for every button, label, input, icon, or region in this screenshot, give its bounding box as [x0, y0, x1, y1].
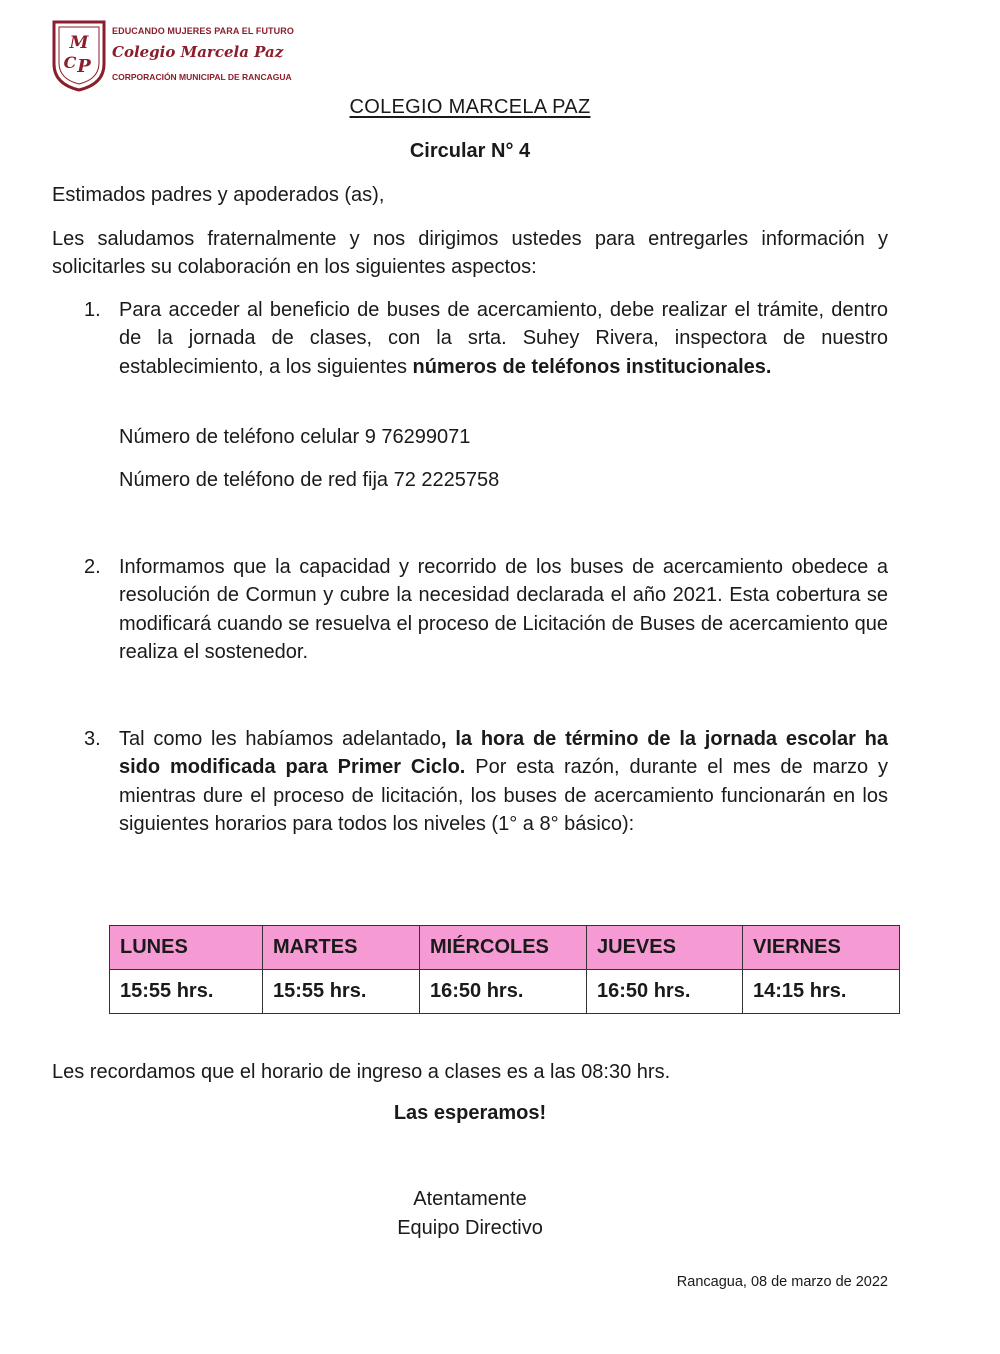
schedule-time: 15:55 hrs.: [263, 970, 420, 1014]
greeting: Estimados padres y apoderados (as),: [52, 184, 385, 206]
svg-text:C: C: [63, 53, 77, 72]
schedule-header-row: [110, 926, 900, 970]
schedule-day: LUNES: [110, 926, 263, 970]
schedule-time: 14:15 hrs.: [743, 970, 900, 1014]
list-number: 2.: [84, 556, 101, 578]
logo-school-name: Colegio Marcela Paz: [112, 43, 284, 61]
schedule-day: VIERNES: [743, 926, 900, 970]
intro-paragraph: Les saludamos fraternalmente y nos dirigimos ustedes para entregarles información y solicitarles su colaboración en los siguientes aspectos:: [52, 228, 888, 278]
schedule-day: MARTES: [263, 926, 420, 970]
phone-landline: Número de teléfono de red fija 72 2225758: [119, 469, 500, 491]
logo-tagline: EDUCANDO MUJERES PARA EL FUTURO: [112, 26, 294, 36]
schedule-day: MIÉRCOLES: [420, 926, 587, 970]
entry-time-reminder: Les recordamos que el horario de ingreso a clases es a las 08:30 hrs.: [52, 1061, 671, 1083]
school-logo: [50, 18, 294, 94]
logo-corporation: CORPORACIÓN MUNICIPAL DE RANCAGUA: [112, 72, 292, 82]
list-item-2: [84, 553, 888, 666]
schedule-time: 16:50 hrs.: [587, 970, 743, 1014]
closing-line: Las esperamos!: [393, 1102, 547, 1124]
phone-mobile: Número de teléfono celular 9 76299071: [119, 426, 471, 448]
bus-schedule-table: [109, 925, 900, 1014]
circular-number: Circular N° 4: [409, 140, 531, 162]
list-item-text: Informamos que la capacidad y recorrido de los buses de acercamiento obedece a resolución de Cormun y cubre la necesidad declarada el año 2021. Esta cobertura se modificará cuando se resuelva el proceso de Licitación de Buses de acercamiento que realiza el sostenedor.: [119, 556, 888, 663]
schedule-time: 15:55 hrs.: [110, 970, 263, 1014]
schedule-time-row: [110, 970, 900, 1014]
list-number: 3.: [84, 728, 101, 750]
svg-text:M: M: [69, 33, 89, 53]
svg-text:P: P: [77, 56, 91, 77]
signoff: Atentamente: [413, 1188, 527, 1210]
list-number: 1.: [84, 299, 101, 321]
school-crest-icon: [50, 18, 108, 92]
document-date: Rancagua, 08 de marzo de 2022: [676, 1274, 888, 1290]
list-item-text: Para acceder al beneficio de buses de acercamiento, debe realizar el trámite, dentro de la jornada de clases, con la srta. Suhey Rivera, inspectora de nuestro establecimiento, a los siguientes números de teléfonos institucionales.: [119, 299, 888, 378]
list-item-1: [84, 296, 888, 381]
signature: Equipo Directivo: [397, 1217, 543, 1239]
list-item-3: [84, 725, 888, 838]
list-item-text: Tal como les habíamos adelantado, la hora de término de la jornada escolar ha sido modificada para Primer Ciclo. Por esta razón, durante el mes de marzo y mientras dure el proceso de licitación, los buses de acercamiento funcionarán en los siguientes horarios para todos los niveles (1° a 8° básico):: [119, 728, 889, 835]
schedule-day: JUEVES: [587, 926, 743, 970]
schedule-time: 16:50 hrs.: [420, 970, 587, 1014]
document-title: COLEGIO MARCELA PAZ: [349, 96, 591, 118]
